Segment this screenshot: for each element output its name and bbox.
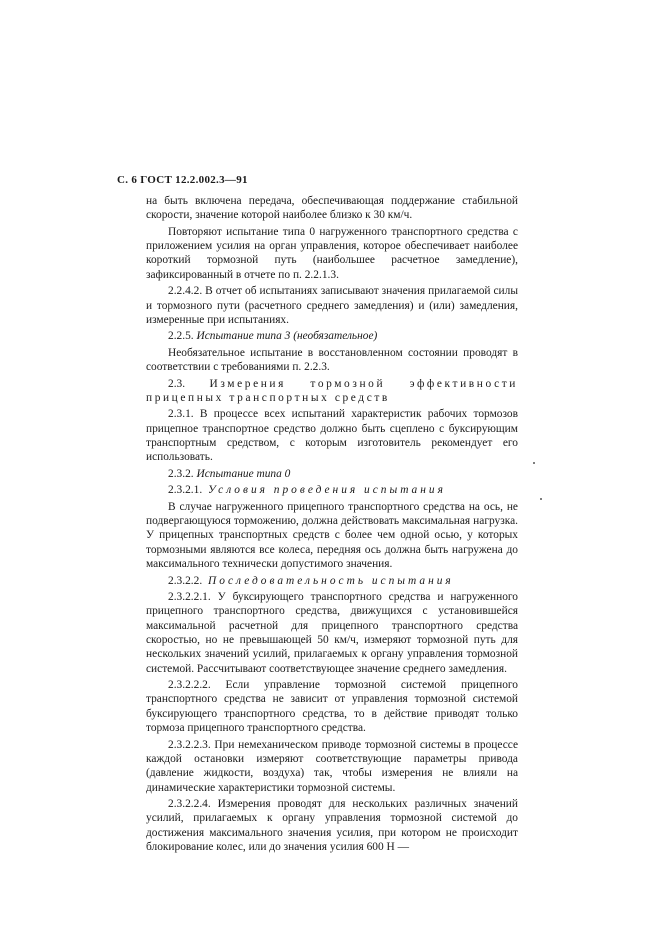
section-number: 2.3. bbox=[168, 377, 186, 390]
heading-2-3 bbox=[146, 377, 518, 406]
paragraph-2-3-2-2-3 bbox=[146, 738, 518, 795]
paragraph-text: Необязательное испытание в восстановленном состоянии проводят в соответствии с требованиями п. 2.2.3. bbox=[146, 346, 518, 374]
section-title: Испытание типа 0 bbox=[193, 467, 291, 480]
section-title: Измерения тормозной эффективности прицепных транспортных средств bbox=[146, 377, 518, 404]
paragraph-text: 2.2.4.2. В отчет об испытаниях записывают значения прилагаемой силы и тормозного пути (расчетного среднего замедления) и (или) замедления, измеренные при испытаниях. bbox=[146, 285, 518, 326]
section-number: 2.2.5. bbox=[168, 330, 194, 343]
paragraph-2-3-2-2-2 bbox=[146, 678, 518, 735]
heading-2-3-2-2 bbox=[146, 574, 518, 588]
section-title: Последовательность испытания bbox=[202, 574, 454, 587]
paragraph-continuation bbox=[146, 194, 518, 223]
paragraph-text: В случае нагруженного прицепного транспортного средства на ось, не подвергающуюся торможению, должна действовать максимальная нагрузка. У прицепных транспортных средств с более чем одной осью, у которых тормозными являются все колеса, передняя ось должна быть нагружена до максимального технически допустимого значения. bbox=[146, 500, 518, 571]
paragraph-2-3-2-2-1 bbox=[146, 590, 518, 676]
paragraph-text: Повторяют испытание типа 0 нагруженного транспортного средства с приложением усилия на орган управления, которое обеспечивает наиболее короткий тормозной путь (наибольшее расчетное замедление), зафиксированный в отчете по п. 2.2.1.3. bbox=[146, 225, 518, 281]
heading-2-2-5 bbox=[146, 329, 518, 343]
body-text bbox=[146, 194, 518, 857]
paragraph-text: 2.3.1. В процессе всех испытаний характеристик рабочих тормозов прицепное транспортное средство должно быть сцеплено с буксирующим транспортным средством, с которым изготовитель рекомендует его использовать. bbox=[146, 408, 518, 464]
paragraph-text: 2.3.2.2.4. Измерения проводят для нескольких различных значений усилий, прилагаемых к органу управления тормозной системой до достижения максимального значения усилия, при котором не происходит блокирование колес, или до значения усилия 600 Н — bbox=[146, 798, 518, 854]
paragraph-text: 2.3.2.2.2. Если управление тормозной системой прицепного транспортного средства не зависит от управления тормозной системой буксирующего транспортного средства, то в действие приводят только тормоза прицепного транспортного средства. bbox=[146, 679, 518, 735]
scan-speck bbox=[533, 462, 535, 464]
paragraph-repeat-test bbox=[146, 225, 518, 282]
paragraph-optional-test bbox=[146, 346, 518, 375]
section-number: 2.3.2.1. bbox=[168, 484, 203, 497]
section-number: 2.3.2. bbox=[168, 467, 194, 480]
paragraph-text: на быть включена передача, обеспечивающая поддержание стабильной скорости, значение которой наиболее близко к 30 км/ч. bbox=[146, 195, 518, 222]
section-title: Испытание типа 3 (необязательное) bbox=[193, 330, 378, 343]
page-header: С. 6 ГОСТ 12.2.002.3—91 bbox=[117, 174, 248, 186]
paragraph-2-3-2-2-4 bbox=[146, 797, 518, 854]
paragraph-2-2-4-2 bbox=[146, 284, 518, 327]
scan-speck bbox=[540, 498, 542, 500]
paragraph-text: 2.3.2.2.1. У буксирующего транспортного средства и нагруженного прицепного транспортного средства, движущихся с установившейся максимальной расчетной для прицепного транспортного средства скоростью, но не превышающей 50 км/ч, измеряют тормозной путь для нескольких значений усилий, прилагаемых к органу управления тормозной системой. Рассчитывают соответствующее значение среднего замедления. bbox=[146, 590, 518, 675]
paragraph-text: 2.3.2.2.3. При немеханическом приводе тормозной системы в процессе каждой остановки измеряют соответствующие параметры привода (давление жидкости, воздуха) так, чтобы измерения не влияли на динамические характеристики тормозной системы. bbox=[146, 738, 518, 794]
section-title: Условия проведения испытания bbox=[202, 484, 446, 497]
paragraph-2-3-1 bbox=[146, 407, 518, 464]
heading-2-3-2-1 bbox=[146, 483, 518, 497]
section-number: 2.3.2.2. bbox=[168, 574, 203, 587]
heading-2-3-2 bbox=[146, 467, 518, 481]
paragraph-loaded-trailer bbox=[146, 500, 518, 572]
